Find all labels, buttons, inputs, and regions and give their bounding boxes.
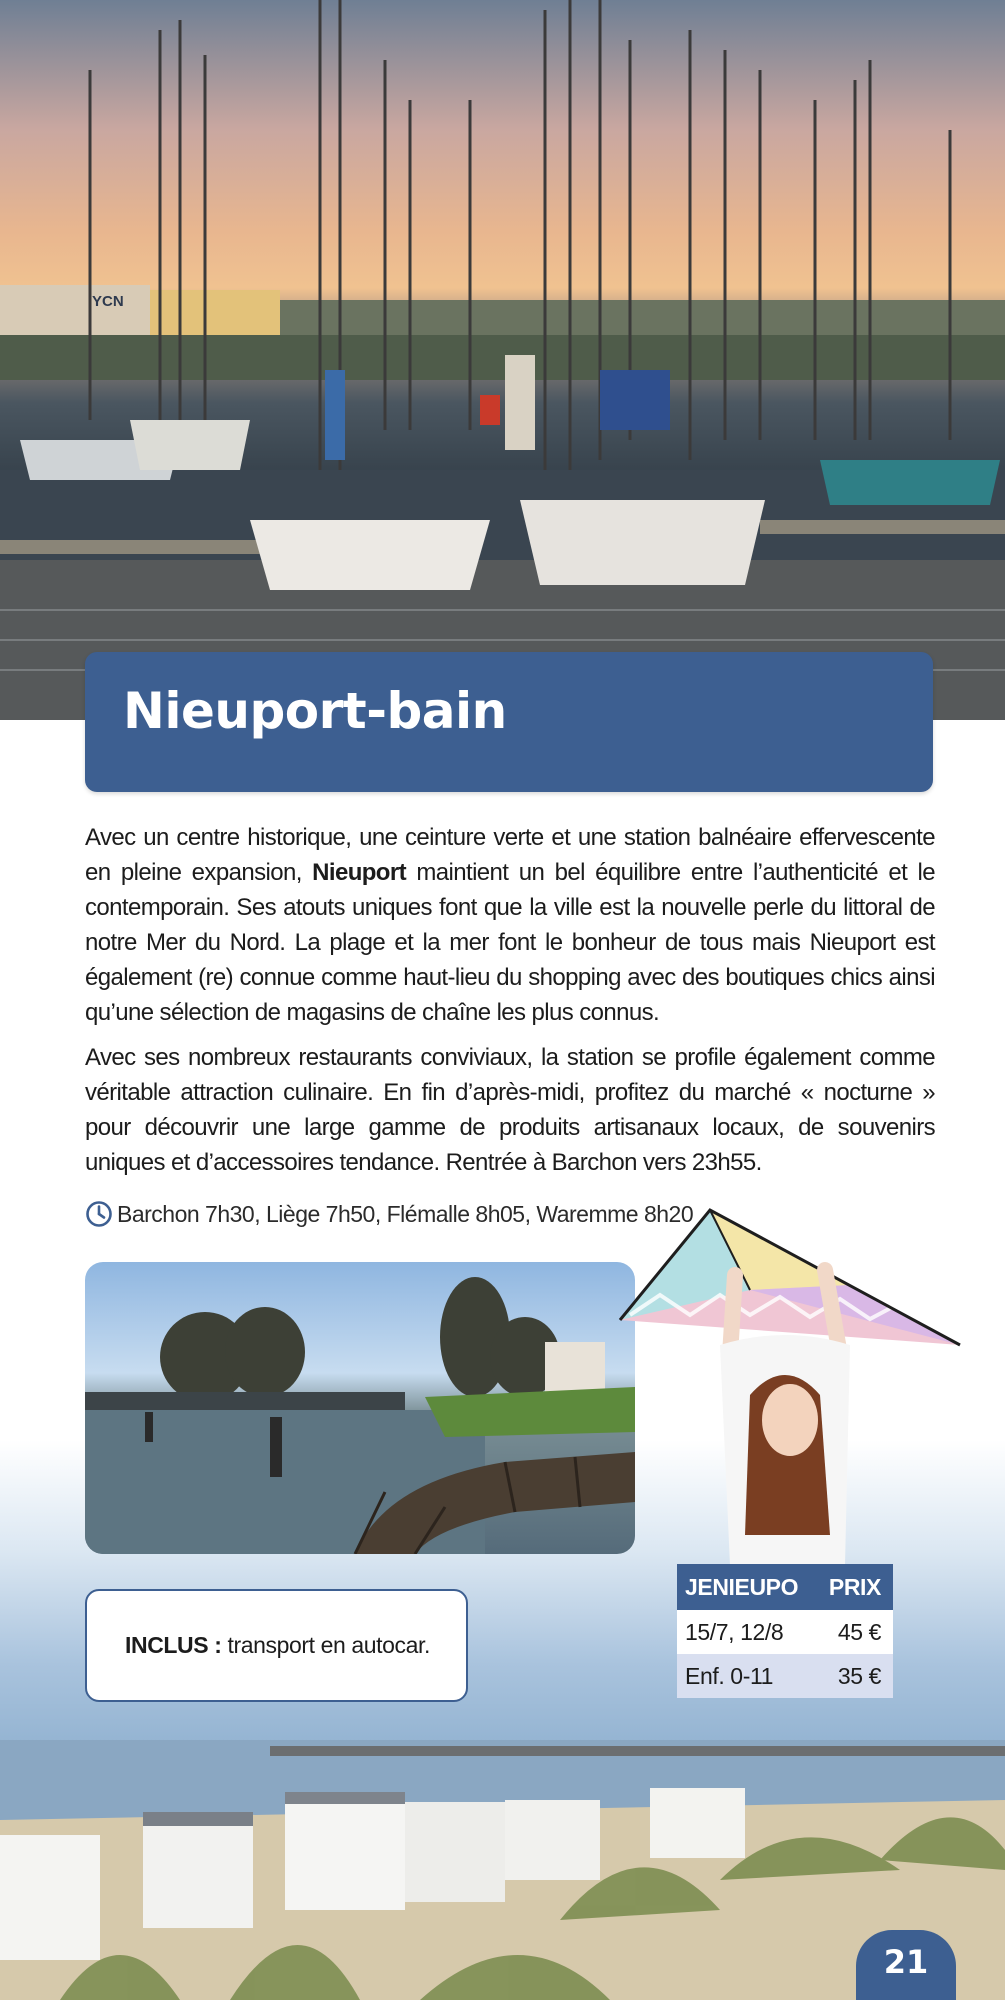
marina-photo [0, 0, 1005, 720]
row-price: 45 € [837, 1618, 881, 1645]
price-table [677, 1564, 893, 1698]
table-row [677, 1610, 893, 1654]
paragraph-1-text-end: maintient un bel équilibre entre l’authenticité et le contemporain. Ses atouts uniques font que la ville est la nouvelle perle du littoral de notre Mer du Nord. La plage et la mer font le bonheur de tous mais Nieuport est également (re) connue comme haut-lieu du shopping avec des boutiques chics ainsi qu’une sélection de magasins de chaîne les plus connus. [85, 859, 935, 1026]
header-code: JENIEUPO [685, 1573, 799, 1600]
page-title: Nieuport-bain [123, 682, 507, 740]
row-price: 35 € [837, 1662, 881, 1689]
price-table-header [677, 1564, 893, 1610]
paragraph-2: Avec ses nombreux restaurants conviviaux, la station se profile également comme véritable attraction culinaire. En fin d’après-midi, profitez du marché « nocturne » pour découvrir une large gamme de produits artisanaux locaux, de souvenirs uniques et d’accessoires tendance. Rentrée à Barchon vers 23h55. [85, 1044, 935, 1176]
paragraph-1 [85, 820, 935, 1030]
clock-icon [85, 1200, 113, 1228]
inclus-text: transport en autocar. [227, 1632, 431, 1658]
description [85, 820, 935, 1190]
paragraph-1-bold: Nieuport [312, 859, 407, 886]
inclus-label: INCLUS : [125, 1632, 222, 1658]
title-band [85, 652, 933, 792]
kite-photo [600, 1205, 970, 1575]
paragraph-1-text: Avec un centre historique, une ceinture verte et une station balnéaire effervescente en pleine expansion, [85, 824, 935, 886]
marina-sign: YCN [92, 293, 124, 310]
header-price: PRIX [828, 1573, 881, 1600]
row-label: Enf. 0-11 [685, 1662, 774, 1689]
table-row [677, 1654, 893, 1698]
canal-photo [85, 1262, 635, 1554]
page-number: 21 [856, 1930, 956, 2000]
schedule-text: Barchon 7h30, Liège 7h50, Flémalle 8h05, Waremme 8h20 [117, 1200, 694, 1227]
inclus-box [85, 1589, 468, 1702]
row-label: 15/7, 12/8 [685, 1618, 784, 1645]
